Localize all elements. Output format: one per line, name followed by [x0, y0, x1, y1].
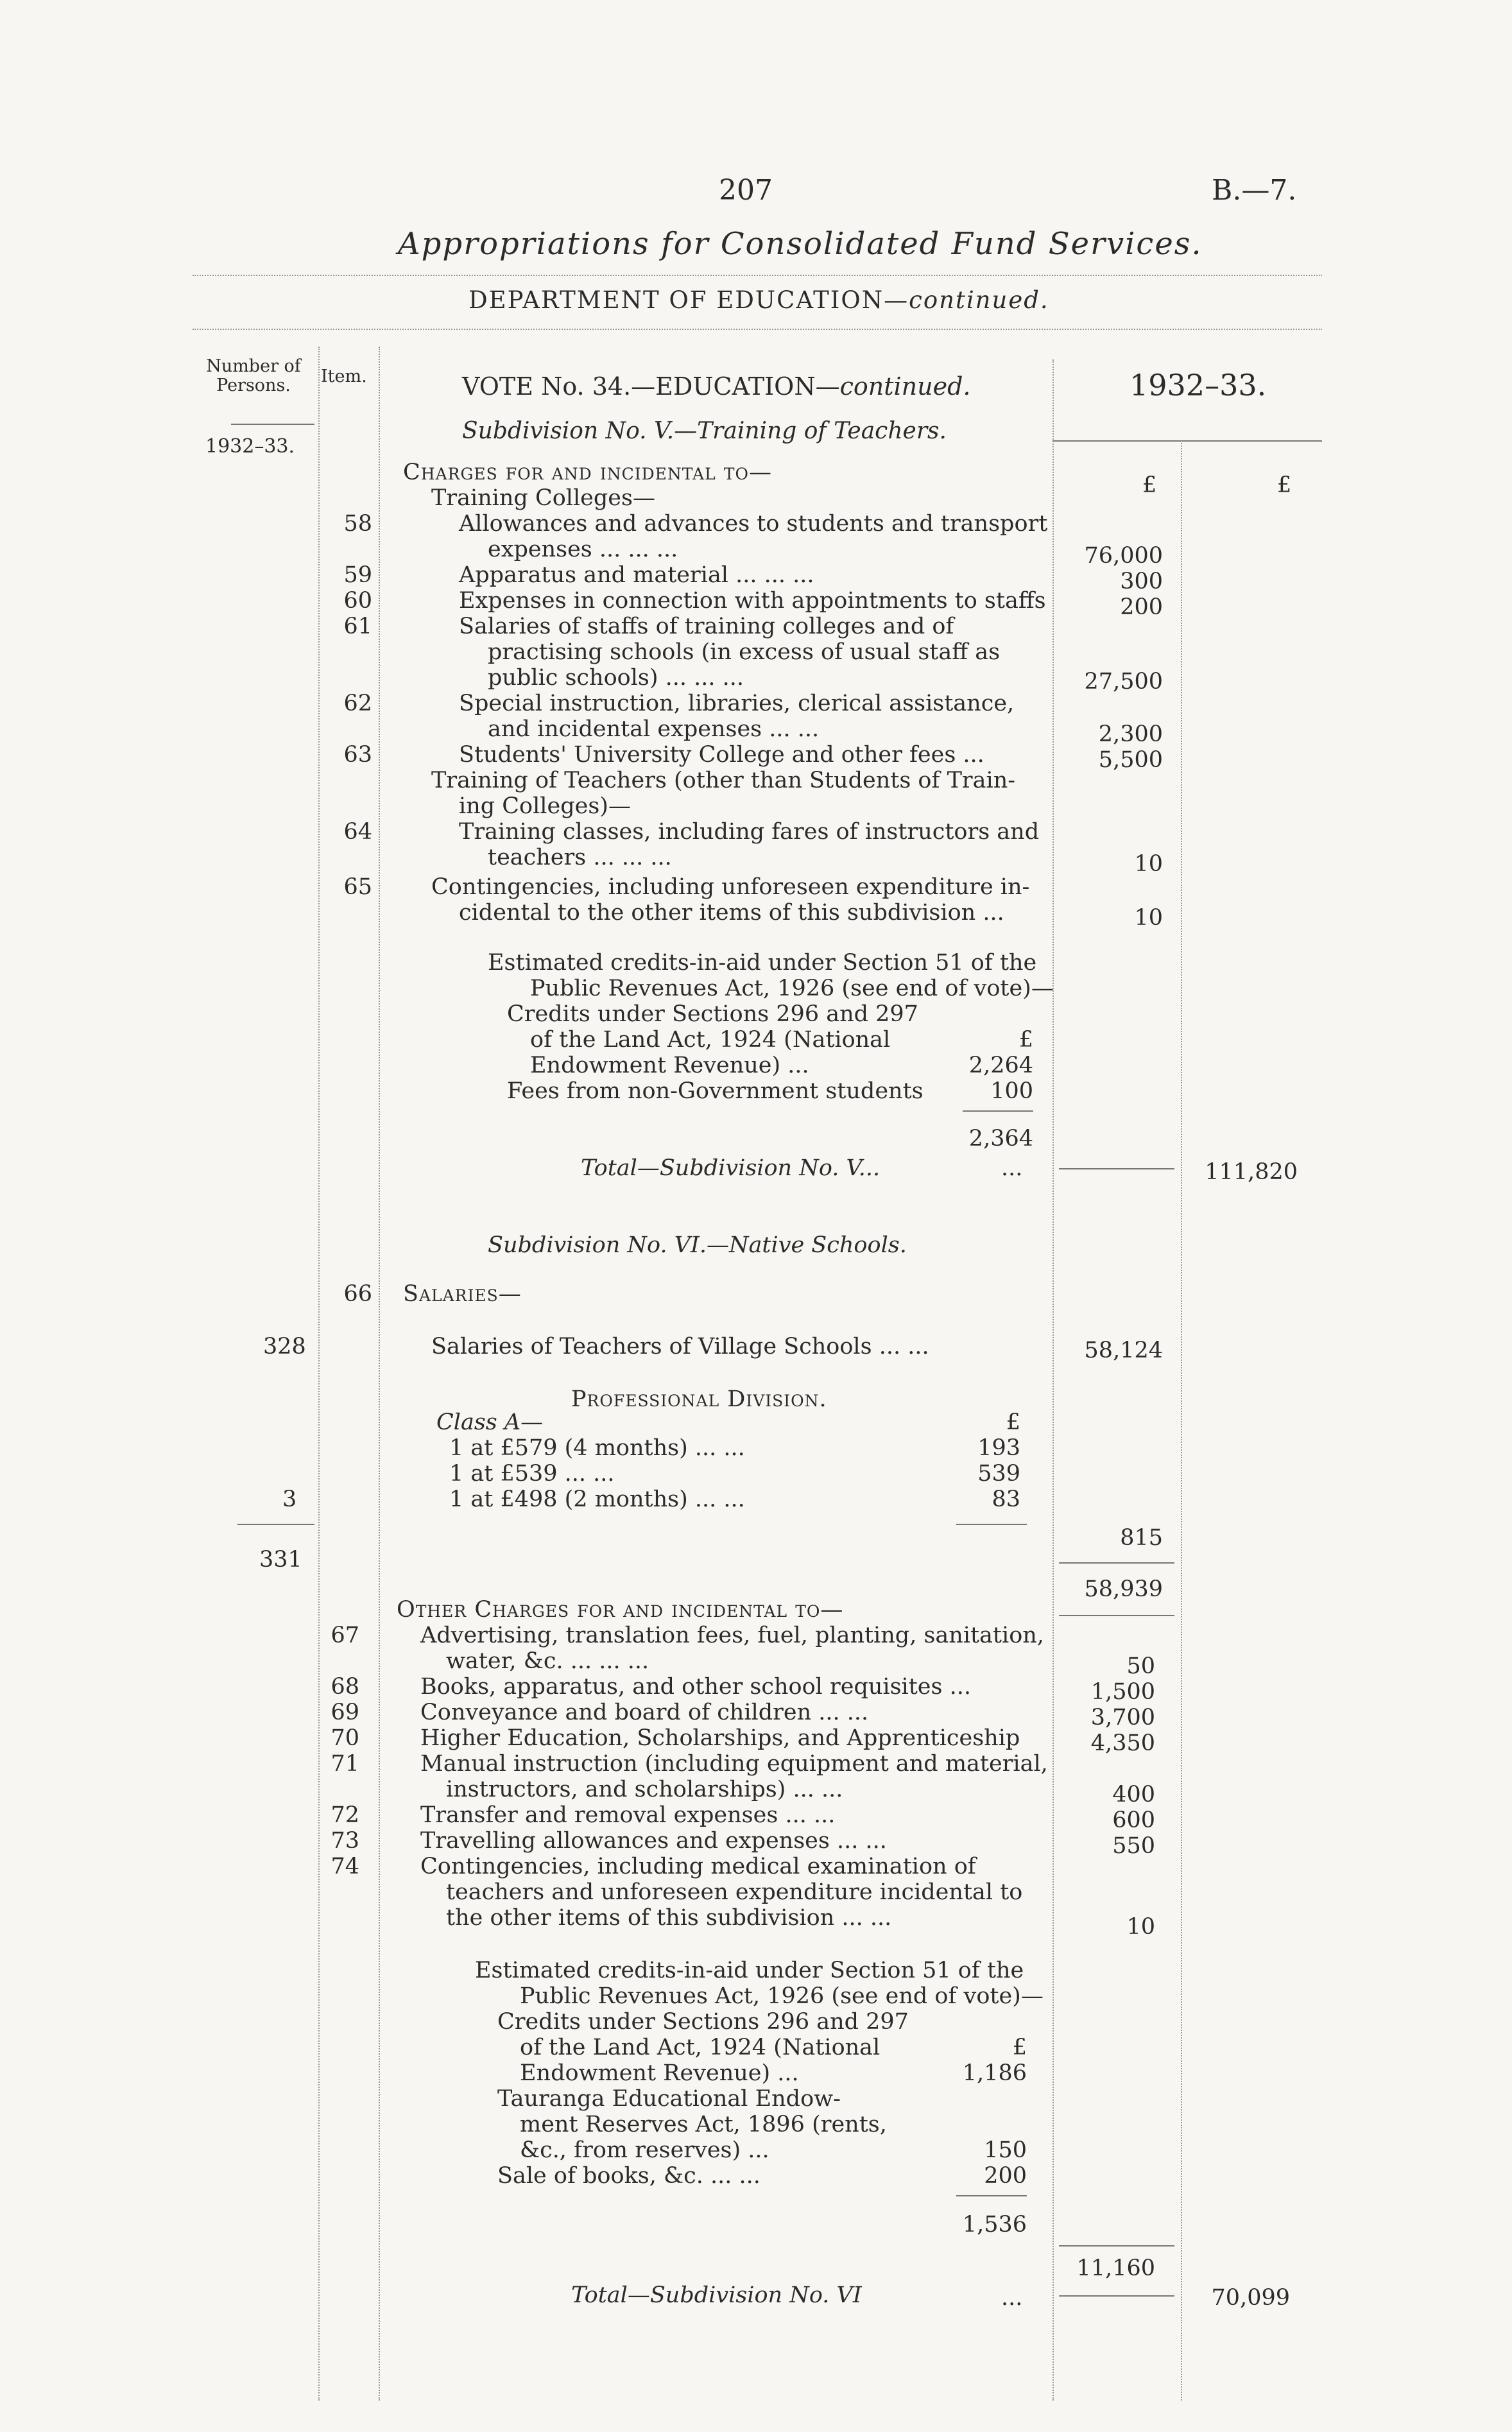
item-74-line-3: the other items of this subdivision ... ...	[446, 1905, 892, 1931]
item-70-line-1: Higher Education, Scholarships, and Apprenticeship	[420, 1725, 1020, 1751]
item-61-line-3: public schools) ... ... ...	[488, 665, 744, 691]
vote-continued: continued.	[839, 372, 971, 401]
class-a-total: 815	[1120, 1525, 1163, 1551]
department-continued: continued.	[909, 286, 1049, 314]
year-column-header: 1932–33.	[1130, 368, 1267, 402]
persons-column-rule	[318, 347, 320, 2401]
item-column-header: Item.	[321, 367, 367, 386]
sub5-credits-total: 2,364	[968, 1126, 1033, 1151]
item-59-amount: 300	[1120, 569, 1163, 594]
sub6-credits-pound: £	[1012, 2035, 1027, 2060]
sub6-credits-line-2: Public Revenues Act, 1926 (see end of vote)—	[520, 1983, 1044, 2009]
other-charges-total: 11,160	[1076, 2255, 1155, 2281]
class-a-row-3: 1 at £498 (2 months) ... ...	[449, 1487, 745, 1512]
item-73-amount: 550	[1112, 1833, 1155, 1859]
item-number-58: 58	[343, 511, 372, 537]
class-a-heading: Class A—	[436, 1410, 544, 1435]
sub5-total: 111,820	[1205, 1159, 1298, 1185]
sub5-credits-line-4: of the Land Act, 1924 (National	[530, 1027, 891, 1053]
department-rule	[193, 329, 1322, 330]
item-71-line-2: instructors, and scholarships) ... ...	[446, 1777, 843, 1802]
department-heading	[468, 288, 1049, 313]
sub5-total-label: Total—Subdivision No. V...	[581, 1155, 881, 1181]
item-67-line-2: water, &c. ... ... ...	[446, 1648, 649, 1674]
item-70-amount: 4,350	[1090, 1730, 1155, 1756]
item-65-line-2: cidental to the other items of this subdivision ...	[459, 900, 1004, 926]
item-62-amount: 2,300	[1098, 721, 1163, 747]
item-number-62: 62	[343, 691, 372, 716]
sub5-credits-pound: £	[1018, 1027, 1033, 1053]
sub5-total-dots: ...	[1001, 1155, 1023, 1181]
item-68-line-1: Books, apparatus, and other school requisites ...	[420, 1674, 971, 1700]
sub6-salaries-heading: Salaries—	[403, 1281, 522, 1307]
sub6-credits-line-3: Credits under Sections 296 and 297	[497, 2009, 909, 2035]
item-number-74: 74	[331, 1854, 359, 1879]
page-title: Appropriations for Consolidated Fund Services.	[398, 226, 1203, 262]
sub6-credits-line-4: of the Land Act, 1924 (National	[520, 2035, 881, 2060]
sub5-fees-amount: 100	[990, 1078, 1033, 1104]
salaries-total-rule	[1059, 1562, 1174, 1564]
item-58-line-2: expenses ... ... ...	[488, 537, 678, 562]
sub5-charges-heading: Charges for and incidental to—	[403, 460, 773, 485]
class-a-row-2-amount: 539	[977, 1461, 1020, 1487]
document-reference: B.—7.	[1212, 174, 1297, 207]
item-60-line-1: Expenses in connection with appointments to staffs	[459, 588, 1046, 614]
class-a-persons: 3	[282, 1487, 297, 1512]
professional-division-heading: Professional Division.	[571, 1386, 827, 1412]
item-72-line-1: Transfer and removal expenses ... ...	[420, 1802, 836, 1828]
item-61-line-2: practising schools (in excess of usual staff as	[488, 639, 1001, 665]
persons-column-header: Number of Persons.	[206, 356, 301, 395]
sub5-credits-rule	[963, 1110, 1033, 1112]
sub6-credits-line-8: &c., from reserves) ...	[520, 2137, 769, 2163]
sub5-endowment-amount: 2,264	[968, 1053, 1033, 1078]
sub6-credits-line-5: Endowment Revenue) ...	[520, 2060, 799, 2086]
item-74-line-1: Contingencies, including medical examination of	[420, 1854, 976, 1879]
other-charges-rule	[1059, 1615, 1174, 1616]
persons-header-rule	[231, 424, 314, 425]
sub6-tauranga-amount: 150	[984, 2137, 1027, 2163]
item-72-amount: 600	[1112, 1807, 1155, 1833]
salaries-total: 58,939	[1084, 1576, 1163, 1602]
item-58-line-1: Allowances and advances to students and transport	[459, 511, 1048, 537]
item-64-line-1: Training classes, including fares of instructors and	[459, 819, 1040, 845]
item-74-amount: 10	[1126, 1914, 1155, 1940]
item-number-59: 59	[343, 562, 372, 588]
year-header-rule	[1052, 440, 1322, 442]
village-salaries-amount: 58,124	[1084, 1338, 1163, 1363]
other-training-line-1: Training of Teachers (other than Students of Train-	[431, 768, 1016, 793]
item-number-60: 60	[343, 588, 372, 614]
item-number-66: 66	[343, 1281, 372, 1307]
item-63-line-1: Students' University College and other fees ...	[459, 742, 984, 768]
other-charges-heading: Other Charges for and incidental to—	[397, 1597, 844, 1623]
sub6-total-rule	[1059, 2295, 1174, 2297]
subtotal-column-rule	[1181, 443, 1182, 2401]
class-a-rule	[956, 1524, 1027, 1525]
title-rule	[193, 275, 1322, 276]
persons-year: 1932–33.	[205, 435, 295, 458]
item-69-amount: 3,700	[1090, 1705, 1155, 1730]
sub6-credits-total: 1,536	[962, 2212, 1027, 2238]
village-persons: 328	[263, 1334, 306, 1359]
class-a-row-1-amount: 193	[977, 1435, 1020, 1461]
item-69-line-1: Conveyance and board of children ... ...	[420, 1700, 869, 1725]
item-number-67: 67	[331, 1623, 359, 1648]
item-71-line-1: Manual instruction (including equipment and material,	[420, 1751, 1048, 1777]
item-number-73: 73	[331, 1828, 359, 1854]
sub6-credits-line-7: ment Reserves Act, 1896 (rents,	[520, 2112, 887, 2137]
item-62-line-2: and incidental expenses ... ...	[488, 716, 820, 742]
vote-name: VOTE No. 34.—EDUCATION—	[462, 372, 840, 401]
item-64-amount: 10	[1134, 851, 1163, 877]
subdivision-6-heading: Subdivision No. VI.—Native Schools.	[488, 1232, 907, 1258]
item-58-amount: 76,000	[1084, 543, 1163, 569]
item-65-line-1: Contingencies, including unforeseen expenditure in-	[431, 874, 1030, 900]
class-a-row-2: 1 at £539 ... ...	[449, 1461, 615, 1487]
subdivision-5-heading: Subdivision No. V.—Training of Teachers.	[462, 418, 947, 444]
vote-title	[462, 374, 970, 399]
item-65-amount: 10	[1134, 905, 1163, 931]
item-column-rule	[379, 347, 380, 2401]
class-a-pound: £	[1006, 1410, 1020, 1435]
sub6-total-label: Total—Subdivision No. VI	[571, 2282, 862, 2308]
sub6-books-amount: 200	[984, 2163, 1027, 2189]
item-number-64: 64	[343, 819, 372, 845]
village-salaries-label: Salaries of Teachers of Village Schools ... ...	[431, 1334, 929, 1359]
amount-column-rule	[1052, 359, 1054, 2401]
department-name: DEPARTMENT OF EDUCATION—	[468, 286, 909, 314]
item-64-line-2: teachers ... ... ...	[488, 845, 672, 870]
item-71-amount: 400	[1112, 1782, 1155, 1807]
item-61-amount: 27,500	[1084, 669, 1163, 694]
sub6-credits-line-6: Tauranga Educational Endow-	[497, 2086, 841, 2112]
other-training-line-2: ing Colleges)—	[459, 793, 631, 819]
item-number-70: 70	[331, 1725, 359, 1751]
pound-column-1: £	[1142, 472, 1157, 498]
item-67-amount: 50	[1126, 1653, 1155, 1679]
item-number-61: 61	[343, 614, 372, 639]
sub5-credits-line-3: Credits under Sections 296 and 297	[507, 1001, 918, 1027]
item-number-65: 65	[343, 874, 372, 900]
sub6-credits-line-1: Estimated credits-in-aid under Section 51 of the	[475, 1958, 1024, 1983]
class-a-row-1: 1 at £579 (4 months) ... ...	[449, 1435, 745, 1461]
sub6-endowment-amount: 1,186	[962, 2060, 1027, 2086]
persons-total: 331	[259, 1547, 302, 1573]
item-61-line-1: Salaries of staffs of training colleges and of	[459, 614, 954, 639]
item-62-line-1: Special instruction, libraries, clerical assistance,	[459, 691, 1015, 716]
item-73-line-1: Travelling allowances and expenses ... ...	[420, 1828, 887, 1854]
sub5-credits-line-5: Endowment Revenue) ...	[530, 1053, 809, 1078]
item-number-68: 68	[331, 1674, 359, 1700]
sub5-credits-line-6: Fees from non-Government students	[507, 1078, 924, 1104]
sub6-total: 70,099	[1211, 2285, 1290, 2311]
sub5-total-rule	[1059, 1168, 1174, 1169]
pound-column-2: £	[1277, 472, 1292, 498]
sub5-training-colleges: Training Colleges—	[431, 485, 655, 511]
item-number-63: 63	[343, 742, 372, 768]
persons-total-rule	[237, 1524, 314, 1525]
item-59-line-1: Apparatus and material ... ... ...	[459, 562, 814, 588]
item-number-72: 72	[331, 1802, 359, 1828]
item-60-amount: 200	[1120, 594, 1163, 620]
item-67-line-1: Advertising, translation fees, fuel, planting, sanitation,	[420, 1623, 1044, 1648]
sub6-credits-rule	[956, 2195, 1027, 2196]
item-number-71: 71	[331, 1751, 359, 1777]
item-63-amount: 5,500	[1098, 747, 1163, 773]
item-number-69: 69	[331, 1700, 359, 1725]
item-74-line-2: teachers and unforeseen expenditure incidental to	[446, 1879, 1023, 1905]
sub6-credits-line-9: Sale of books, &c. ... ...	[497, 2163, 760, 2189]
other-total-rule	[1059, 2245, 1174, 2247]
item-68-amount: 1,500	[1090, 1679, 1155, 1705]
sub6-total-dots: ...	[1001, 2285, 1023, 2311]
class-a-row-3-amount: 83	[992, 1487, 1020, 1512]
sub5-credits-line-2: Public Revenues Act, 1926 (see end of vote)—	[530, 976, 1054, 1001]
sub5-credits-line-1: Estimated credits-in-aid under Section 51 of the	[488, 950, 1037, 976]
page-number: 207	[719, 174, 773, 207]
